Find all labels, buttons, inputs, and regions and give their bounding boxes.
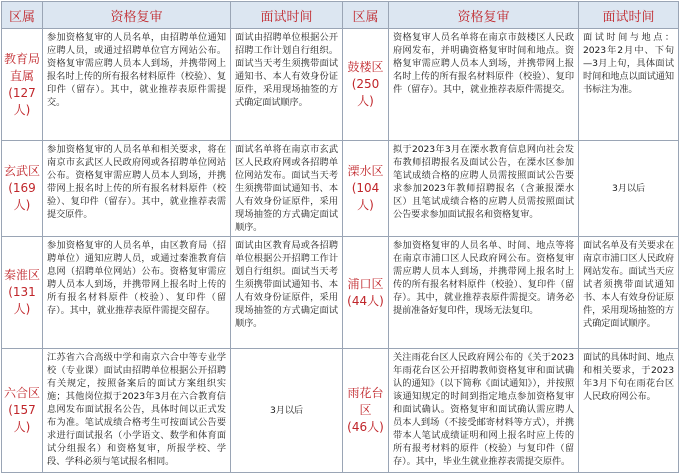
district-count: (127人) <box>8 85 36 117</box>
header-district-left: 区属 <box>2 2 43 29</box>
qualification-cell: 参加资格复审的人员名单和相关要求，将在南京市玄武区人民政府网或各招聘单位网站公布。资格复审需应聘人员本人到场，并携带网上报名时上传的所有报名材料原件（校验）、复印件（留存）。其中，就业推荐表需提交原件。 <box>43 141 231 237</box>
district-count: (157人) <box>8 403 36 434</box>
header-district-right: 区属 <box>343 2 389 29</box>
header-interview-right: 面试时间 <box>579 2 679 29</box>
district-cell <box>2 237 43 349</box>
district-count: (131人) <box>8 285 36 316</box>
district-name: 玄武区 <box>3 164 40 178</box>
interview-cell: 面试名单将在南京市玄武区人民政府网或各招聘单位网站发布。面试当天考生须携带面试通知书、本人有效身份证原件，采用现场抽签的方式确定面试顺序。 <box>231 141 343 237</box>
district-name: 雨花台区 <box>347 386 384 417</box>
qualification-cell: 江苏省六合高级中学和南京六合中等专业学校（专业课）面试由招聘单位根据公开招聘有关规定，按照备案后的面试方案组织实施；其他岗位拟于2023年3月在六合教育信息网发布面试报名公告，具体时间以正式发布为准。笔试成绩合格考生可按面试公告要求进行面试报名（小学语文、数学和体育面试分组报名）和资格复审，所报学校、学段、学科必须与笔试报名相同。 <box>43 349 231 473</box>
district-cell <box>343 141 389 237</box>
table-row <box>2 29 679 141</box>
district-name: 鼓楼区 <box>347 60 384 74</box>
district-count: (250人) <box>351 77 380 108</box>
district-cell <box>2 349 43 473</box>
district-cell <box>343 349 389 473</box>
qualification-cell: 拟于2023年3月在溧水教育信息网向社会发布教师招聘报名及面试公告，在溧水区参加笔试成绩合格的应聘人员需按照面试公告要求参加2023年教师招聘报名（含兼报溧水区）且笔试成绩合格的应聘人员需按照面试公告要求参加面试报名和资格复审。 <box>389 141 579 237</box>
district-name: 浦口区 <box>347 276 384 291</box>
district-name: 溧水区 <box>347 164 384 178</box>
qualification-cell: 关注雨花台区人民政府网公布的《关于2023年雨花台区公开招聘教师资格复审和面试确认的通知》（以下简称《面试通知》），并按照该通知规定的时间到指定地点参加资格复审和面试确认。资格复审和面试确认需应聘人员本人到场（不接受邮寄材料等方式），并携带本人笔试成绩证明和网上报名时应上传的所有报考材料的原件（校验）与复印件（留存）。其中，毕业生就业推荐表需提交原件。 <box>389 349 579 473</box>
district-count: (44人) <box>347 293 384 308</box>
interview-cell: 面试名单及有关要求在南京市浦口区人民政府网站发布。面试当天应试者须携带面试通知书、本人有效身份证原件，采用现场抽签的方式确定面试顺序。 <box>579 237 679 349</box>
district-cell <box>2 29 43 141</box>
district-name: 秦淮区 <box>3 268 40 282</box>
qualification-cell: 参加资格复审的人员名单，由区教育局（招聘单位）通知应聘人员，或通过秦淮教育信息网（招聘单位网站）公布。资格复审需应聘人员本人到场，并携带网上报名时上传的所有报名材料原件（校验）、复印件（留存）。其中，就业推荐表原件需提交留存。 <box>43 237 231 349</box>
interview-cell: 面试的具体时间、地点和相关要求，于2023年3月下旬在雨花台区人民政府网公布。 <box>579 349 679 473</box>
qualification-cell: 参加资格复审的人员名单，由招聘单位通知应聘人员，或通过招聘单位官方网站公布。资格复审需应聘人员本人到场，并携带网上报名时上传的所有报名材料原件（校验）、复印件（留存）。其中，就业推荐表原件需提交。 <box>43 29 231 141</box>
interview-cell: 3月以后 <box>231 349 343 473</box>
table-row <box>2 349 679 473</box>
table-row <box>2 141 679 237</box>
qualification-cell: 资格复审人员名单将在南京市鼓楼区人民政府网发布，并明确资格复审时间和地点。资格复审需应聘人员本人到场，并携带网上报名时上传的所有报名材料原件（校验）、复印件（留存）。其中，就业推荐表原件需提交。 <box>389 29 579 141</box>
district-count: (46人) <box>347 420 384 434</box>
interview-cell: 3月以后 <box>579 141 679 237</box>
recruitment-table <box>1 1 679 473</box>
header-qualification-right: 资格复审 <box>389 2 579 29</box>
district-cell <box>343 237 389 349</box>
district-count: (104人) <box>351 181 380 212</box>
district-cell <box>343 29 389 141</box>
district-name: 教育局直属 <box>3 51 40 83</box>
interview-cell: 面试由区教育局或各招聘单位根据公开招聘工作计划自行组织。面试当天考生须携带面试通知书、本人有效身份证原件，采用现场抽签的方式确定面试顺序。 <box>231 237 343 349</box>
table-row <box>2 237 679 349</box>
interview-cell: 面试时间与地点：2023年2月中、下旬—3月上旬，具体面试时间和地点以面试通知书标注为准。 <box>579 29 679 141</box>
district-count: (169人) <box>8 181 36 212</box>
header-row <box>2 2 679 29</box>
interview-cell: 面试由招聘单位根据公开招聘工作计划自行组织。面试当天考生须携带面试通知书、本人有效身份证原件，采用现场抽签的方式确定面试顺序。 <box>231 29 343 141</box>
district-name: 六合区 <box>3 386 40 400</box>
header-interview-left: 面试时间 <box>231 2 343 29</box>
district-cell <box>2 141 43 237</box>
qualification-cell: 参加资格复审的人员名单、时间、地点等将在南京市浦口区人民政府网公布。资格复审需应聘人员本人到场，并携带网上报名时上传的所有报名材料原件（校验）、复印件（留存）。其中，就业推荐表原件需提交。请务必提前准备好复印件，现场无法复印。 <box>389 237 579 349</box>
header-qualification-left: 资格复审 <box>43 2 231 29</box>
